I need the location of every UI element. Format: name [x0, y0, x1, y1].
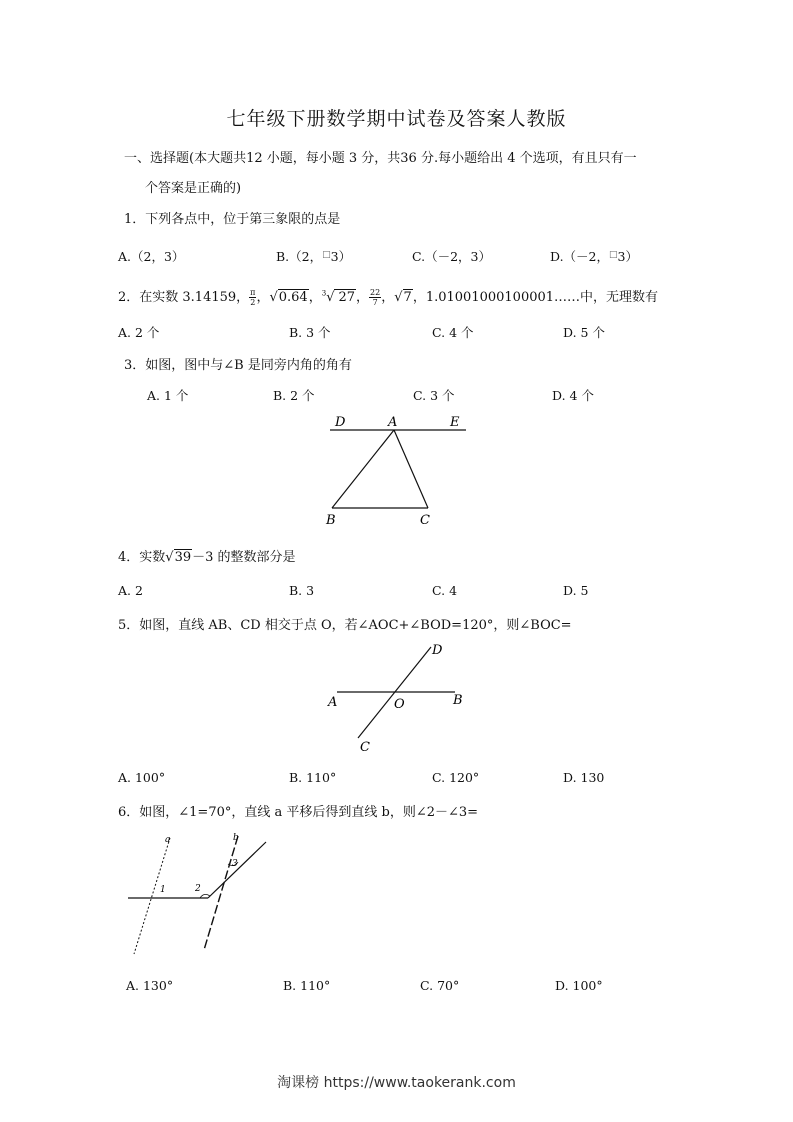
q3-option-d: D. 4 个: [552, 388, 594, 403]
footer-watermark: 淘课榜 https://www.taokerank.com: [277, 1075, 516, 1091]
q2-option-a: A. 2 个: [118, 325, 160, 340]
question-5-stem: 5．如图，直线 AB、CD 相交于点 O，若∠AOC+∠BOD=120°，则∠BOC=: [118, 618, 572, 633]
q1-option-a: A.（2，3）: [118, 249, 185, 264]
label-c: C: [360, 740, 370, 755]
label-2: 2: [195, 884, 201, 894]
label-o: O: [394, 697, 405, 712]
line-ac: [394, 430, 428, 508]
missing-glyph-box: □: [609, 250, 618, 260]
q5-option-c: C. 120°: [432, 770, 480, 785]
q3-option-c: C. 3 个: [413, 388, 455, 403]
q5-option-d: D. 130: [563, 770, 605, 785]
label-c: C: [420, 513, 430, 528]
label-b: b: [233, 833, 239, 843]
line-ab: [332, 430, 394, 508]
label-d: D: [335, 415, 346, 430]
q3-option-a: A. 1 个: [147, 388, 189, 403]
q5-option-b: B. 110°: [289, 770, 337, 785]
q2-option-d: D. 5 个: [563, 325, 605, 340]
question-2-stem: 2．在实数 3.14159， $\frac{\pi}{2}$ ，√0.64，$^3$√ 27， $\frac{22}{7}$ ，√7，1.01001000100001……中，无理数有: [118, 288, 659, 307]
q2-option-c: C. 4 个: [432, 325, 474, 340]
cube-root-27: √ 27: [326, 290, 356, 305]
sqrt-7: √7: [394, 290, 412, 305]
line-b: [204, 836, 238, 950]
q3-option-b: B. 2 个: [273, 388, 315, 403]
parallel-lines-figure: [120, 826, 280, 962]
question-4-stem: 4．实数√39－3 的整数部分是: [118, 550, 296, 565]
q6-option-c: C. 70°: [420, 978, 460, 993]
q4-option-d: D. 5: [563, 583, 589, 598]
q4-option-b: B. 3: [289, 583, 315, 598]
label-e: E: [450, 415, 460, 430]
q1-option-b: B.（2，□3）: [276, 249, 352, 264]
q6-option-d: D. 100°: [555, 978, 603, 993]
fraction-22-over-7: $\frac{22}{7}$: [370, 288, 381, 307]
missing-glyph-box: □: [322, 250, 331, 260]
label-b: B: [326, 513, 336, 528]
q2-option-b: B. 3 个: [289, 325, 331, 340]
line-a: [134, 838, 170, 954]
q6-option-b: B. 110°: [283, 978, 331, 993]
label-a: A: [328, 695, 338, 710]
fraction-pi-over-2: $\frac{\pi}{2}$: [250, 288, 256, 307]
section-heading-cont: 个答案是正确的): [145, 181, 242, 196]
label-d: D: [432, 643, 443, 658]
question-6-stem: 6．如图，∠1=70°，直线 a 平移后得到直线 b，则∠2－∠3=: [118, 805, 479, 820]
label-a: A: [388, 415, 398, 430]
sqrt-39: √39: [165, 550, 192, 565]
page-title: 七年级下册数学期中试卷及答案人教版: [226, 108, 567, 130]
q6-option-a: A. 130°: [126, 978, 174, 993]
section-heading: 一、选择题(本大题共12 小题，每小题 3 分，共36 分.每小题给出 4 个选项，有且只有一: [124, 151, 637, 166]
q4-option-c: C. 4: [432, 583, 458, 598]
slanted-line: [208, 842, 266, 898]
q5-option-a: A. 100°: [118, 770, 166, 785]
intersecting-lines-figure: [320, 638, 470, 760]
label-3: 3: [232, 859, 238, 869]
q4-option-a: A. 2: [118, 583, 143, 598]
question-3-stem: 3．如图，图中与∠B 是同旁内角的角有: [124, 358, 352, 373]
q1-option-d: D.（－2，□3）: [550, 249, 638, 264]
label-a: a: [165, 835, 171, 845]
q1-option-c: C.（－2，3）: [412, 249, 491, 264]
label-b: B: [453, 693, 463, 708]
triangle-figure: [320, 410, 480, 532]
label-1: 1: [160, 885, 166, 895]
question-1-stem: 1．下列各点中，位于第三象限的点是: [124, 212, 341, 227]
sqrt-0-64: √0.64: [269, 290, 308, 305]
